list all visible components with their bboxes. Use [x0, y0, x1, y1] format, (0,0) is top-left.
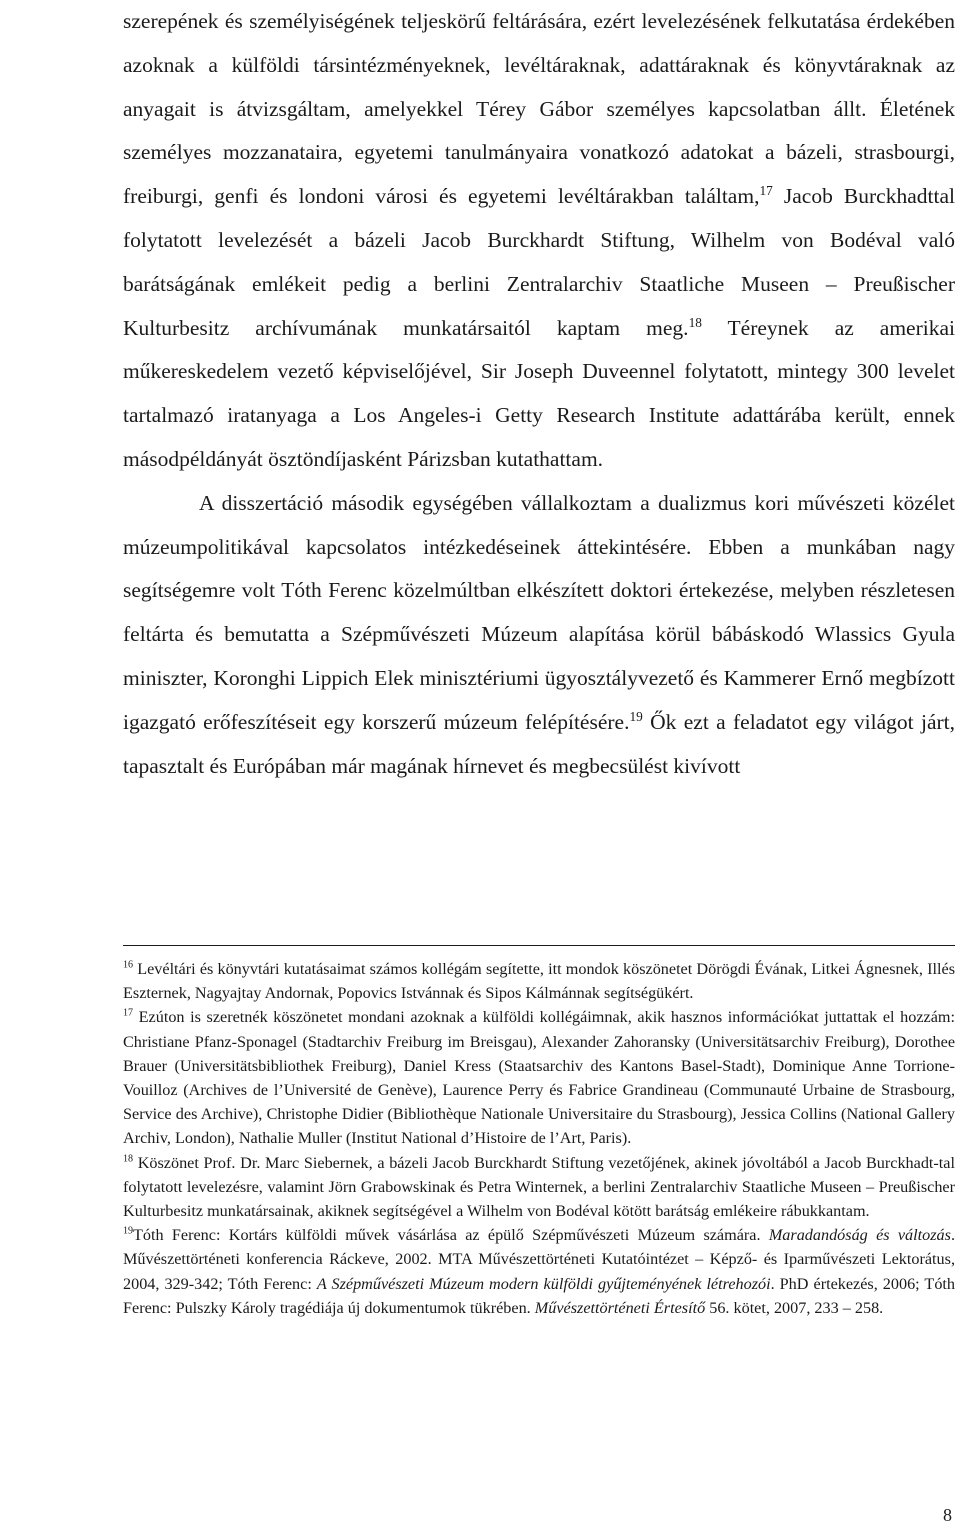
footnote-number: 17	[123, 1008, 134, 1020]
paragraph-1-text-c: Téreynek az amerikai műkereskedelem vezető képviselőjével, Sir Joseph Duveennel folytatott, mintegy 300 levelet tartalmazó iratanyaga a Los Angeles-i Getty Research Institute adattárába került, ennek másodpéldányát ösztöndíjasként Párizsban kutathattam.	[123, 315, 956, 471]
footnotes	[123, 957, 955, 1320]
document-page	[123, 0, 955, 788]
footnote-ref-19[interactable]: 19	[629, 708, 643, 724]
footnote-separator	[123, 945, 955, 946]
body-text	[123, 0, 955, 788]
footnote-17	[123, 1005, 955, 1150]
footnote-title-italic: Maradandóság és változás	[768, 1226, 951, 1245]
footnote-ref-17[interactable]: 17	[759, 183, 773, 199]
paragraph-2-text-a: A disszertáció második egységében vállalkoztam a dualizmus kori művészeti közélet múzeumpolitikával kapcsolatos intézkedéseinek áttekintésére. Ebben a munkában nagy segítségemre volt Tóth Ferenc közelmúltban elkészített doktori értekezése, melyben részletesen feltárta és bemutatta a Szépművészeti Múzeum alapítása körül bábáskodó Wlassics Gyula miniszter, Koronghi Lippich Elek minisztériumi ügyosztályvezető és Kammerer Ernő megbízott igazgató erőfeszítéseit egy korszerű múzeum felépítésére.	[123, 490, 955, 734]
footnote-text: Levéltári és könyvtári kutatásaimat számos kollégám segítette, itt mondok köszönetet Dörögdi Évának, Litkei Ágnesnek, Illés Eszternek, Nagyajtay Andornak, Popovics Istvánnak és Sipos Kálmánnak segítségükért.	[123, 960, 955, 1003]
footnote-text: Köszönet Prof. Dr. Marc Siebernek, a bázeli Jacob Burckhardt Stiftung vezetőjének, akinek jóvoltából a Jacob Burckhadt-tal folytatott levelezésre, valamint Jörn Grabowskinak és Petra Winternek, a berlini Zentralarchiv Staatliche Museen – Preußischer Kulturbesitz munkatársainak, akiknek segítségével a Wilhelm von Bodéval kötött barátság emlékeire rábukkantam.	[123, 1153, 955, 1221]
footnote-number: 19	[123, 1225, 134, 1237]
footnote-16	[123, 957, 955, 1005]
footnote-number: 18	[123, 1153, 134, 1165]
footnote-text: . PhD értekezés, 2006; Tóth Ferenc: Pulszky Károly tragédiája új dokumentumok tükrében.	[123, 1274, 956, 1317]
footnote-number: 16	[123, 959, 134, 971]
footnote-text: 56. kötet, 2007, 233 – 258.	[705, 1298, 884, 1317]
footnote-text: . Művészettörténeti konferencia Ráckeve, 2002. MTA Művészettörténeti Kutatóintézet – Képző- és Iparművészeti Lektorátus, 2004, 329-342; Tóth Ferenc:	[123, 1226, 955, 1293]
paragraph-2	[123, 482, 955, 789]
footnote-journal-italic: Művészettörténeti Értesítő	[534, 1298, 706, 1317]
footnote-text: Tóth Ferenc: Kortárs külföldi művek vásárlása az épülő Szépművészeti Múzeum számára.	[133, 1226, 769, 1245]
footnote-text: Ezúton is szeretnék köszönetet mondani azoknak a külföldi kollégáimnak, akik hasznos információkat juttattak el hozzám: Christiane Pfanz-Sponagel (Stadtarchiv Freiburg im Breisgau), Alexander Zahoransky (Universitätsarchiv Freiburg), Dorothee Brauer (Universitätsbibliothek Freiburg), Daniel Kress (Staatsarchiv des Kantons Basel-Stadt), Dominique Anne Torrione-Vouilloz (Archives de l’Université de Genève), Laurence Perry és Fabrice Grandineau (Communauté Urbaine de Strasbourg, Service des Archive), Christophe Didier (Bibliothèque Nationale Universitaire du Strasbourg), Jessica Collins (National Gallery Archiv, London), Nathalie Muller (Institut National d’Histoire de l’Art, Paris).	[123, 1008, 955, 1148]
paragraph-1-text-a: szerepének és személyiségének teljeskörű feltárására, ezért levelezésének felkutatása érdekében azoknak a külföldi társintézményeknek, levéltáraknak, adattáraknak és könyvtáraknak az anyagait is átvizsgáltam, amelyekkel Térey Gábor személyes kapcsolatban állt. Életének személyes mozzanataira, egyetemi tanulmányaira vonatkozó adatokat a bázeli, strasbourgi, freiburgi, genfi és londoni városi és egyetemi levéltárakban találtam,	[123, 9, 955, 209]
footnote-18	[123, 1151, 955, 1224]
paragraph-2-text-b: Ők ezt a feladatot egy világot járt, tapasztalt és Európában már magának hírnevet és megbecsülést kivívott	[123, 709, 955, 778]
paragraph-1	[123, 0, 955, 482]
page-number: 8	[943, 1505, 952, 1525]
footnote-19	[123, 1223, 955, 1320]
footnote-title-italic: A Szépművészeti Múzeum modern külföldi gyűjteményének létrehozói	[316, 1274, 771, 1293]
footnote-ref-18[interactable]: 18	[688, 314, 702, 330]
paragraph-1-text-b: Jacob Burckhadttal folytatott levelezését a bázeli Jacob Burckhardt Stiftung, Wilhelm von Bodéval való barátságának emlékeit pedig a berlini Zentralarchiv Staatliche Museen – Preußischer Kulturbesitz archívumának munkatársaitól kaptam meg.	[123, 184, 955, 340]
